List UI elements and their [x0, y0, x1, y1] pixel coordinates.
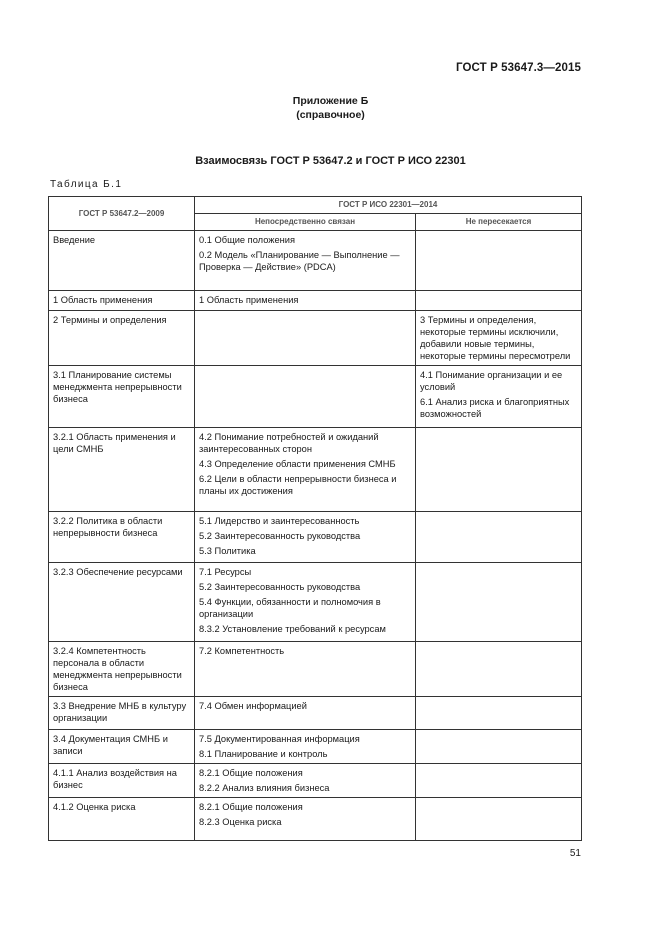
table-row	[49, 563, 582, 642]
table-cell-c3	[416, 311, 582, 366]
cell-entry: 8.2.1 Общие положения	[199, 802, 303, 812]
table-cell-c3	[416, 366, 582, 428]
cell-entry: 4.2 Понимание потребностей и ожиданий заинтересованных сторон	[199, 432, 379, 454]
cell-entry: 7.5 Документированная информация	[199, 734, 360, 744]
standard-code: ГОСТ Р 53647.3—2015	[456, 62, 581, 74]
table-cell-c1	[49, 642, 195, 697]
cell-entry: 4.1 Понимание организации и ее условий	[420, 370, 563, 392]
cell-entry: 5.1 Лидерство и заинтересованность	[199, 516, 360, 526]
correspondence-table	[48, 196, 582, 841]
table-cell-c2	[195, 730, 416, 764]
cell-entry: Введение	[53, 235, 96, 245]
table-body	[49, 231, 582, 841]
table-row	[49, 798, 582, 841]
table-cell-c2	[195, 697, 416, 730]
appendix-title: Приложение Б	[292, 95, 369, 107]
section-title: Взаимосвязь ГОСТ Р 53647.2 и ГОСТ Р ИСО 22301	[195, 155, 466, 167]
cell-entry: 6.1 Анализ риска и благоприятных возможностей	[420, 397, 570, 419]
table-cell-c1	[49, 366, 195, 428]
cell-entry: 5.4 Функции, обязанности и полномочия в организации	[199, 597, 381, 619]
cell-entry: 3.3 Внедрение МНБ в культуру организации	[53, 701, 187, 723]
table-label: Таблица Б.1	[50, 179, 123, 190]
cell-entry: 8.2.3 Оценка риска	[199, 817, 282, 827]
cell-entry: 3.2.1 Область применения и цели СМНБ	[53, 432, 176, 454]
page-number: 51	[569, 848, 581, 859]
table-cell-c3	[416, 730, 582, 764]
cell-entry: 0.2 Модель «Планирование — Выполнение — Проверка — Действие» (PDCA)	[199, 250, 400, 272]
table-row	[49, 697, 582, 730]
header-not-overlapping: Не пересекается	[416, 214, 582, 231]
cell-entry: 0.1 Общие положения	[199, 235, 296, 245]
table-cell-c3	[416, 798, 582, 841]
table-cell-c2	[195, 563, 416, 642]
table-cell-c3	[416, 291, 582, 311]
table-cell-c3	[416, 642, 582, 697]
table-row	[49, 291, 582, 311]
header-directly-related: Непосредственно связан	[195, 214, 416, 231]
table-cell-c3	[416, 428, 582, 512]
table-cell-c3	[416, 764, 582, 798]
table-cell-c3	[416, 563, 582, 642]
cell-entry: 5.3 Политика	[199, 546, 256, 556]
table-row	[49, 311, 582, 366]
table-cell-c3	[416, 231, 582, 291]
table-cell-c1	[49, 697, 195, 730]
cell-entry: 3.2.3 Обеспечение ресурсами	[53, 567, 183, 577]
cell-entry: 7.1 Ресурсы	[199, 567, 252, 577]
cell-entry: 8.2.1 Общие положения	[199, 768, 303, 778]
table-cell-c1	[49, 291, 195, 311]
cell-entry: 3.2.2 Политика в области непрерывности бизнеса	[53, 516, 163, 538]
table-cell-c1	[49, 730, 195, 764]
table-cell-c1	[49, 512, 195, 563]
cell-entry: 8.3.2 Установление требований к ресурсам	[199, 624, 386, 634]
cell-entry: 3 Термины и определения, некоторые термины исключили, добавили новые термины, некоторые термины пересмотрели	[420, 315, 571, 361]
cell-entry: 2 Термины и определения	[53, 315, 167, 325]
cell-entry: 4.1.1 Анализ воздействия на бизнес	[53, 768, 177, 790]
cell-entry: 6.2 Цели в области непрерывности бизнеса и планы их достижения	[199, 474, 397, 496]
table-row	[49, 512, 582, 563]
table-cell-c2	[195, 764, 416, 798]
cell-entry: 1 Область применения	[199, 295, 299, 305]
table-row	[49, 428, 582, 512]
cell-entry: 8.1 Планирование и контроль	[199, 749, 328, 759]
cell-entry: 3.2.4 Компетентность персонала в области менеджмента непрерывности бизнеса	[53, 646, 182, 692]
cell-entry: 8.2.2 Анализ влияния бизнеса	[199, 783, 330, 793]
table-row	[49, 231, 582, 291]
table-cell-c1	[49, 311, 195, 366]
table-cell-c3	[416, 512, 582, 563]
table-cell-c2	[195, 311, 416, 366]
table-cell-c3	[416, 697, 582, 730]
appendix-heading	[0, 94, 661, 122]
cell-entry: 1 Область применения	[53, 295, 153, 305]
cell-entry: 7.2 Компетентность	[199, 646, 285, 656]
table-cell-c1	[49, 231, 195, 291]
cell-entry: 3.4 Документация СМНБ и записи	[53, 734, 168, 756]
table-cell-c1	[49, 563, 195, 642]
table-cell-c1	[49, 764, 195, 798]
table-row	[49, 730, 582, 764]
cell-entry: 5.2 Заинтересованность руководства	[199, 531, 361, 541]
header-gost-iso-22301: ГОСТ Р ИСО 22301—2014	[195, 197, 582, 214]
table-cell-c2	[195, 642, 416, 697]
table-cell-c1	[49, 428, 195, 512]
table-row	[49, 642, 582, 697]
table-cell-c2	[195, 366, 416, 428]
appendix-subtitle: (справочное)	[296, 109, 365, 121]
cell-entry: 4.3 Определение области применения СМНБ	[199, 459, 396, 469]
table-cell-c2	[195, 428, 416, 512]
cell-entry: 4.1.2 Оценка риска	[53, 802, 136, 812]
cell-entry: 7.4 Обмен информацией	[199, 701, 307, 711]
header-gost-53647-2: ГОСТ Р 53647.2—2009	[49, 197, 195, 231]
cell-entry: 3.1 Планирование системы менеджмента непрерывности бизнеса	[53, 370, 182, 404]
table-row	[49, 764, 582, 798]
table-cell-c2	[195, 512, 416, 563]
table-cell-c2	[195, 231, 416, 291]
table-row	[49, 366, 582, 428]
table-cell-c2	[195, 798, 416, 841]
cell-entry: 5.2 Заинтересованность руководства	[199, 582, 361, 592]
table-cell-c2	[195, 291, 416, 311]
table-cell-c1	[49, 798, 195, 841]
